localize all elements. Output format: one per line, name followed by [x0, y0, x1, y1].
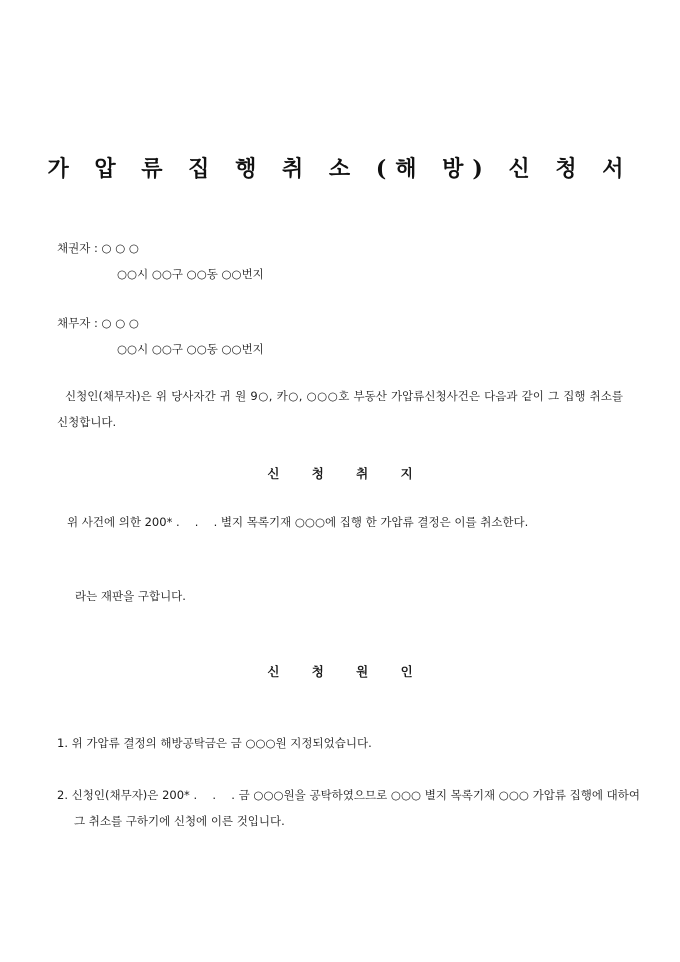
cause-item-1 — [57, 730, 623, 756]
creditor-label: 채권자 : ○ ○ ○ — [57, 241, 139, 255]
purpose-heading: 신 청 취 지 — [267, 466, 427, 481]
cause-heading: 신 청 원 인 — [267, 664, 427, 679]
debtor-label: 채무자 : ○ ○ ○ — [57, 316, 139, 330]
purpose-closing: 라는 재판을 구합니다. — [75, 589, 186, 603]
cause-item-number: 2. — [57, 788, 68, 802]
cause-item-text: 신청인(채무자)은 200* . . . 금 ○○○원을 공탁하였으므로 ○○○ 별지 목록기재 ○○○ 가압류 집행에 대하여 그 취소를 구하기에 신청에 이른 것입니다. — [71, 788, 640, 828]
cause-item-text: 위 가압류 결정의 해방공탁금은 금 ○○○원 지정되었습니다. — [71, 736, 372, 750]
creditor-address: ○○시 ○○구 ○○동 ○○번지 — [117, 267, 264, 281]
document-title: 가 압 류 집 행 취 소 (해 방) 신 청 서 — [47, 156, 633, 182]
debtor-address: ○○시 ○○구 ○○동 ○○번지 — [117, 342, 264, 356]
intro-paragraph: 신청인(채무자)은 위 당사자간 귀 원 9○, 카○, ○○○호 부동산 가압류신청사건은 다음과 같이 그 집행 취소를 신청합니다. — [57, 389, 623, 429]
cause-item-number: 1. — [57, 736, 68, 750]
cause-item-2 — [57, 782, 640, 834]
purpose-body: 위 사건에 의한 200* . . . 별지 목록기재 ○○○에 집행 한 가압류 결정은 이를 취소한다. — [67, 515, 529, 529]
